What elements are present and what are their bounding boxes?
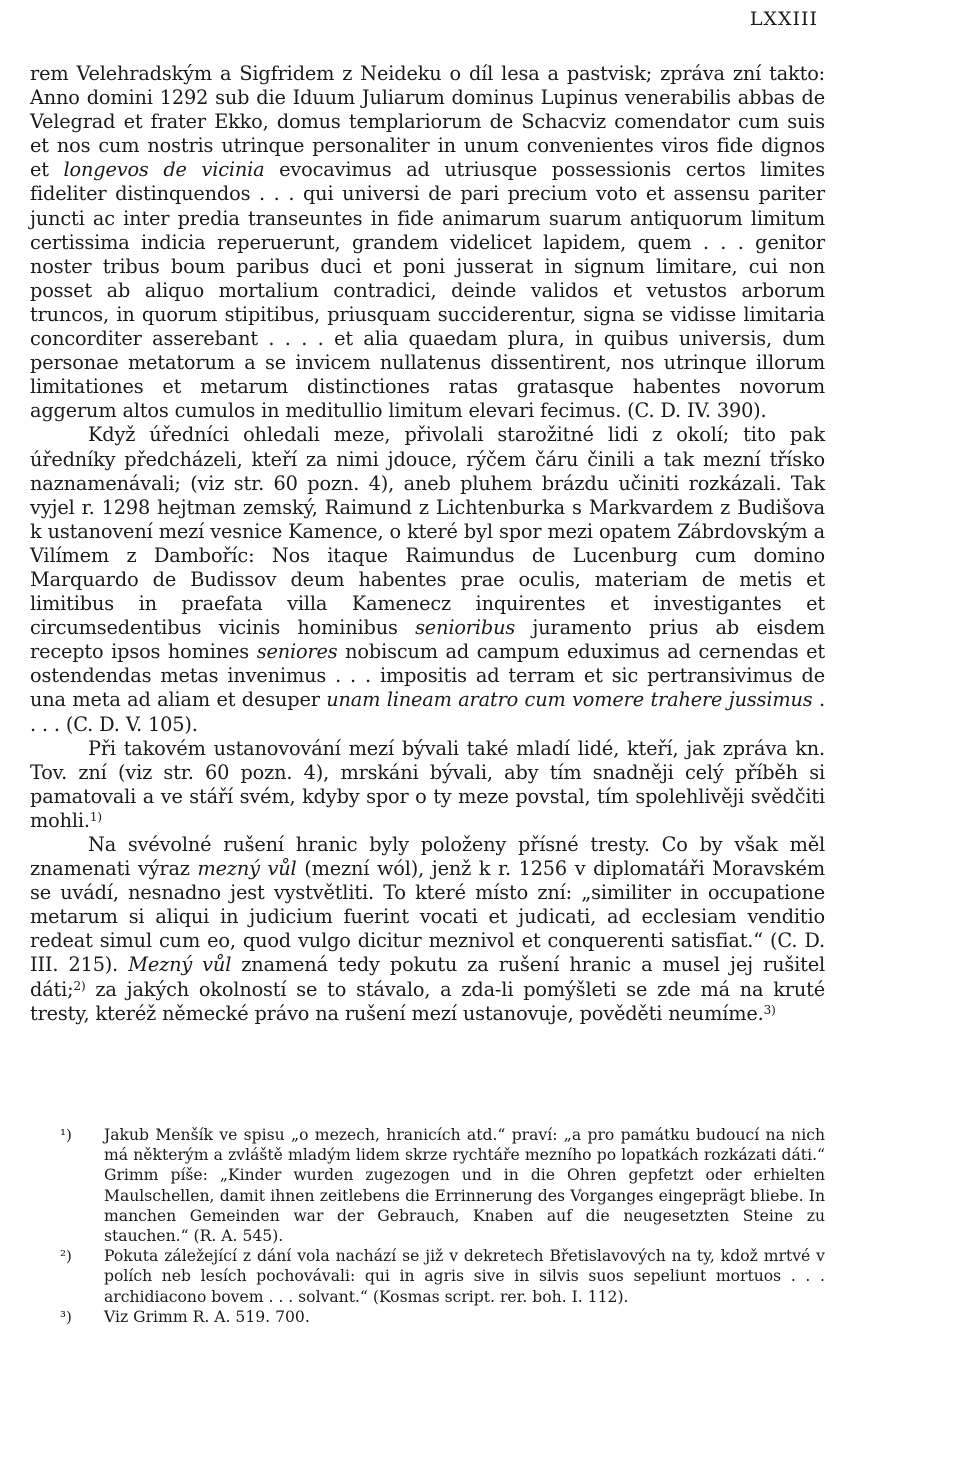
text-run: . . . . (C. D. V. 105). bbox=[30, 688, 825, 736]
text-run: nobiscum ad campum eduximus ad cernendas et ostendendas metas invenimus . . . impositis ad terram et sic pertransivimus de una meta ad aliam et desuper bbox=[30, 640, 826, 712]
footnote-marker: ¹) bbox=[60, 1126, 72, 1144]
paragraph bbox=[30, 62, 825, 423]
text-run: Když úředníci ohledali meze, přivolali starožitné lidi z okolí; tito pak úředníky předcházeli, kteří za nimi jdouce, rýčem čáru činili a tak mezní třísko naznamenávali; (viz str. 60 pozn. 4), aneb pluhem brázdu učiniti rozkázali. Tak vyjel r. 1298 hejtman zemský, Raimund z Lichtenburka s Markvardem z Budišova k ustanovení mezí vesnice Kamence, o které byl spor mezi opatem Zábrdovským a Vilímem z Damboříc: Nos itaque Raimundus de Lucenburg cum domino Marquardo de Budissov deum habentes prae oculis, materiam de metis et limitibus in praefata villa Kamenecz inquirentes et investigantes et circumsedentibus vicinis hominibus bbox=[30, 423, 825, 640]
italic-phrase: senioribus bbox=[415, 616, 516, 640]
footnote-marker: ²) bbox=[60, 1247, 72, 1266]
paragraph bbox=[30, 737, 825, 833]
italic-phrase: unam lineam aratro cum vomere trahere jussimus bbox=[326, 688, 813, 712]
text-run: znamená tedy pokutu za rušení hranic a musel jej rušitel dáti; bbox=[30, 953, 825, 1001]
italic-phrase: Mezný vůl bbox=[128, 953, 232, 977]
main-text bbox=[30, 62, 825, 1026]
italic-phrase: seniores bbox=[256, 640, 338, 664]
footnote-reference: 1) bbox=[89, 809, 102, 824]
footnote-reference: 3) bbox=[763, 1002, 776, 1017]
footnote-marker: ³) bbox=[60, 1307, 72, 1326]
italic-phrase: mezný vůl bbox=[197, 857, 297, 881]
text-run: juramento prius ab eisdem recepto ipsos homines bbox=[30, 616, 825, 664]
footnote bbox=[60, 1125, 825, 1246]
footnote bbox=[60, 1246, 825, 1307]
footnote-reference: 2) bbox=[73, 978, 86, 993]
paragraph bbox=[30, 833, 825, 1026]
text-run: Při takovém ustanovování mezí bývali také mladí lidé, kteří, jak zpráva kn. Tov. zní (viz str. 60 pozn. 4), mrskáni bývali, aby tím snadněji celý příběh si pamatovali a ve stáří svém, kdyby spor o ty meze povstal, tím spolehlivěji svědčiti mohli. bbox=[30, 736, 825, 832]
text-run: (mezní wól), jenž k r. 1256 v diplomatáři Moravském se uvádí, nesnadno jest vystvětliti. To které místo zní: „similiter in occupatione metarum si aliqui in judicium fuerint vocati et judicati, ad ecclesiam venditio redeat simul cum eo, quod vulgo dicitur meznivol et conquerenti satisfiat.“ (C. D. III. 215). bbox=[30, 857, 826, 977]
page-number: LXXIII bbox=[749, 8, 818, 30]
footnote-text: Pokuta záležející z dání vola nachází se již v dekretech Břetislavových na ty, kdož mrtvé v polích neb lesích pochovávali: qui in agris sive in silvis suos sepeliunt mortuos . . . archidiacono bovem . . . solvant.“ (Kosmas script. rer. boh. I. 112). bbox=[104, 1247, 825, 1306]
footnote bbox=[60, 1307, 825, 1327]
italic-phrase: longevos de vicinia bbox=[63, 158, 265, 182]
text-run: rem Velehradským a Sigfridem z Neideku o díl lesa a pastvisk; zpráva zní takto: Anno domini 1292 sub die Iduum Juliarum dominus Lupinus venerabilis abbas de Velegrad et frater Ekko, domus templariorum de Schacviz comendator cum suis et nos cum nostris utrinque personaliter in unum convenientes viros fide dignos et bbox=[30, 62, 825, 182]
text-run: Na svévolné rušení hranic byly položeny přísné tresty. Co by však měl znamenati výraz bbox=[30, 833, 825, 881]
paragraph bbox=[30, 423, 825, 736]
text-run: evocavimus ad utriusque possessionis certos limites fideliter distinquendos . . . qui universi de pari precium voto et assensu pariter juncti ac inter predia transeuntes in fide animarum suarum antiquorum limitum certissima indicia reperuerunt, grandem videlicet lapidem, quem . . . genitor noster tribus boum paribus duci et poni jusserat in signum limitare, cui non posset ab aliquo mortalium contradici, deinde validos et vetustos arborum truncos, in quorum stipitibus, priusquam succiderentur, signa se vidisse limitaria concorditer asserebant . . . . et alia quaedam plura, in quibus universis, dum personae metatorum a se invicem nullatenus dissentirent, nos utrinque illorum limitationes et metarum distinctiones ratas gratasque habentes novorum aggerum altos cumulos in meditullio limitum elevari fecimus. (C. D. IV. 390). bbox=[30, 158, 826, 423]
footnotes bbox=[60, 1125, 825, 1327]
footnote-text: Jakub Menšík ve spisu „o mezech, hranicích atd.“ praví: „a pro památku budoucí na nich má některým a zvláště mladým lidem skrze rychtáře mezního po lopatkách rozkázati dáti.“ Grimm píše: „Kinder wurden zugezogen und in die Ohren gepfetzt oder erhielten Maulschellen, damit ihnen zeitlebens die Errinnerung des Vorganges eingeprägt bliebe. In manchen Gemeinden war der Gebrauch, Knaben auf die neugesetzten Steine zu stauchen.“ (R. A. 545). bbox=[104, 1126, 825, 1246]
footnote-text: Viz Grimm R. A. 519. 700. bbox=[104, 1307, 310, 1326]
text-run: za jakých okolností se to stávalo, a zda-li pomýšleti se zde má na kruté tresty, kteréž německé právo na rušení mezí ustanovuje, pověděti neumíme. bbox=[30, 977, 825, 1025]
